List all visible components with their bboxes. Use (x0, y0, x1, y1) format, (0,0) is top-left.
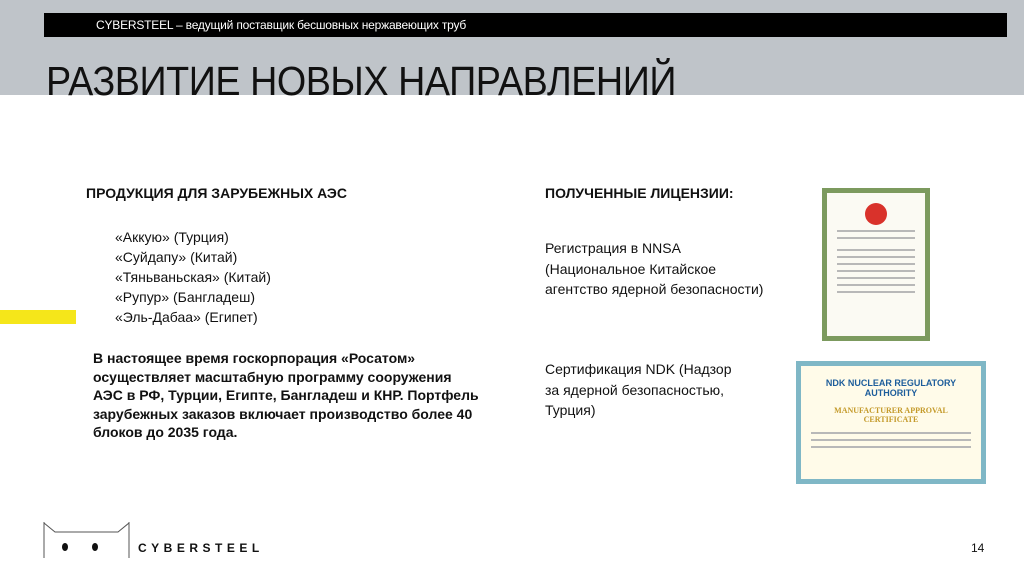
emblem-icon (865, 203, 887, 225)
licenses-heading: ПОЛУЧЕННЫЕ ЛИЦЕНЗИИ: (545, 185, 734, 201)
license-ndk: Сертификация NDK (Надзор за ядерной безопасностью, Турция) (545, 361, 732, 418)
rosatom-paragraph: В настоящее время госкорпорация «Росатом» осуществляет масштабную программу сооружения АЭС в РФ, Турции, Египте, Бангладеш и КНР. Портфель зарубежных заказов включает производство более 40 блоков до 2035 года. (93, 350, 479, 440)
logo-text: CYBERSTEEL (138, 541, 264, 555)
accent-bar (0, 310, 76, 324)
list-item: «Суйдапу» (Китай) (115, 249, 238, 265)
tagline-bar: CYBERSTEEL – ведущий поставщик бесшовных нержавеющих труб (44, 13, 1007, 37)
list-item: «Аккую» (Турция) (115, 229, 229, 245)
list-item: «Эль-Дабаа» (Египет) (115, 309, 258, 325)
page-title: РАЗВИТИЕ НОВЫХ НАПРАВЛЕНИЙ (46, 58, 677, 104)
list-item: «Рупур» (Бангладеш) (115, 289, 255, 305)
ndk-cert-title: MANUFACTURER APPROVAL CERTIFICATE (834, 406, 948, 424)
ndk-certificate-image (796, 361, 986, 484)
nnsa-certificate-image (822, 188, 930, 341)
cybersteel-logo-icon (43, 522, 131, 558)
products-heading: ПРОДУКЦИЯ ДЛЯ ЗАРУБЕЖНЫХ АЭС (86, 185, 347, 201)
projects-list (115, 227, 271, 327)
list-item: «Тяньваньская» (Китай) (115, 269, 271, 285)
license-nnsa: Регистрация в NNSA (Национальное Китайское агентство ядерной безопасности) (545, 240, 764, 297)
page-number: 14 (971, 541, 985, 555)
ndk-org: NDK NUCLEAR REGULATORY AUTHORITY (825, 378, 957, 398)
